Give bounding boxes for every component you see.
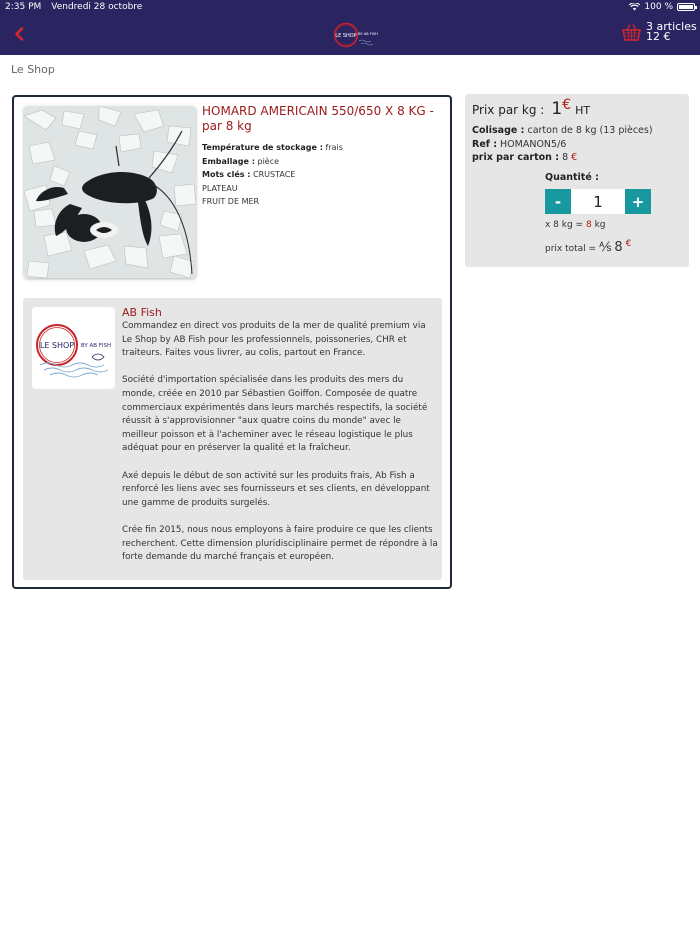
- price-ht: HT: [575, 104, 591, 117]
- carton-price-value: 8: [562, 152, 569, 163]
- product-card: [12, 95, 452, 589]
- increase-quantity-button[interactable]: +: [625, 189, 651, 214]
- keyword-item: FRUIT DE MER: [202, 197, 260, 206]
- price-panel: [465, 94, 689, 267]
- cart-count: 3 articles: [646, 20, 697, 33]
- logo-text-sub: BY AB FISH: [358, 32, 378, 36]
- price-per-kg: [472, 99, 590, 119]
- supplier-logo-text-main: LE SHOP: [39, 341, 75, 350]
- ref-row: [472, 138, 653, 152]
- product-specs: [202, 141, 343, 209]
- weight-value: 8: [585, 220, 592, 230]
- packaging-value: pièce: [257, 156, 280, 166]
- supplier-logo-text-sub: BY AB FISH: [80, 343, 112, 349]
- back-button[interactable]: [10, 24, 28, 44]
- supplier-name: AB Fish: [122, 306, 162, 319]
- supplier-paragraph: Société d'importation spécialisée dans les produits des mers du monde, créée en 2010 par Sébastien Goiffon. Composée de quatre commerciaux expérimentés dans leurs marchés respectifs, la société réussit à s'approvisionner "aux quatre coins du monde" avec le meilleur poisson et à l'acheminer avec le réseau logistique le plus adéquat pour en préserver la qualité et la fraîcheur.: [122, 375, 428, 454]
- total-value: 8: [614, 240, 623, 255]
- decrease-quantity-button[interactable]: -: [545, 189, 571, 214]
- supplier-description: [122, 320, 438, 578]
- ref-label: Ref :: [472, 138, 497, 150]
- total-label: prix total =: [545, 244, 597, 254]
- status-right: [629, 2, 695, 12]
- weight-prefix: x 8 kg =: [545, 220, 584, 230]
- product-info: [472, 124, 653, 165]
- battery-text: 100 %: [644, 2, 673, 12]
- status-bar: [0, 0, 700, 14]
- chevron-left-icon: [14, 27, 24, 41]
- colisage-label: Colisage :: [472, 125, 525, 136]
- total-symbol: ⅍: [599, 240, 612, 255]
- carton-price-label: prix par carton :: [472, 152, 560, 163]
- carton-price-currency: €: [571, 152, 578, 163]
- keywords-label: Mots clés :: [202, 170, 251, 179]
- total-currency: €: [625, 239, 632, 249]
- ref-value: HOMANON5/6: [500, 138, 567, 150]
- supplier-logo-image: [32, 307, 115, 389]
- price-currency: €: [562, 97, 572, 113]
- keyword-item: CRUSTACE: [253, 170, 296, 179]
- quantity-input[interactable]: [571, 189, 625, 214]
- product-image: [24, 106, 196, 278]
- basket-icon: [622, 23, 641, 41]
- wifi-icon: [629, 3, 640, 11]
- quantity-stepper: [545, 189, 651, 214]
- colisage-value: carton de 8 kg (13 pièces): [527, 125, 653, 136]
- weight-calc: [545, 220, 606, 230]
- logo-text-main: LE SHOP: [335, 33, 357, 39]
- weight-unit: kg: [594, 220, 606, 230]
- supplier-paragraph: Axé depuis le début de son activité sur les produits frais, Ab Fish a renforcé les liens avec ses fournisseurs et ses clients, en développant une gamme de produits surgelés.: [122, 470, 430, 508]
- storage-label: Température de stockage :: [202, 143, 323, 152]
- quantity-label: Quantité :: [545, 172, 599, 183]
- cart-button[interactable]: [622, 22, 697, 42]
- storage-value: frais: [325, 143, 343, 152]
- supplier-section: [23, 298, 442, 580]
- supplier-paragraph: Commandez en direct vos produits de la mer de qualité premium via Le Shop by AB Fish pour les professionnels, poissoneries, CHR et traiteurs. Faites vous livrer, au colis, partout en France.: [122, 321, 426, 359]
- cart-summary: [646, 22, 697, 42]
- supplier-logo: [32, 307, 115, 389]
- nav-bar: [0, 14, 700, 55]
- status-date: Vendredi 28 octobre: [51, 2, 143, 12]
- lobster-photo: [24, 106, 196, 278]
- storage-row: [202, 141, 343, 155]
- carton-price-row: [472, 151, 653, 165]
- shop-logo[interactable]: [334, 19, 380, 49]
- price-value: 1: [551, 99, 563, 119]
- total-price: [545, 239, 631, 255]
- keywords-row: [202, 168, 343, 182]
- status-time: 2:35 PM: [5, 2, 42, 12]
- packaging-label: Emballage :: [202, 156, 255, 166]
- price-label: Prix par kg :: [472, 103, 545, 117]
- battery-icon: [677, 3, 695, 11]
- colisage-row: [472, 124, 653, 138]
- breadcrumb[interactable]: Le Shop: [11, 63, 55, 76]
- packaging-row: [202, 155, 343, 169]
- supplier-paragraph: Crée fin 2015, nous nous employons à faire produire ce que les clients recherchent. Cette dimension pluridisciplinaire permet de répondre à la forte demande du marché français et européen.: [122, 524, 438, 563]
- cart-total: 12 €: [646, 30, 671, 43]
- product-title: HOMARD AMERICAIN 550/650 X 8 KG - par 8 kg: [202, 104, 434, 133]
- keyword-item: PLATEAU: [202, 183, 238, 193]
